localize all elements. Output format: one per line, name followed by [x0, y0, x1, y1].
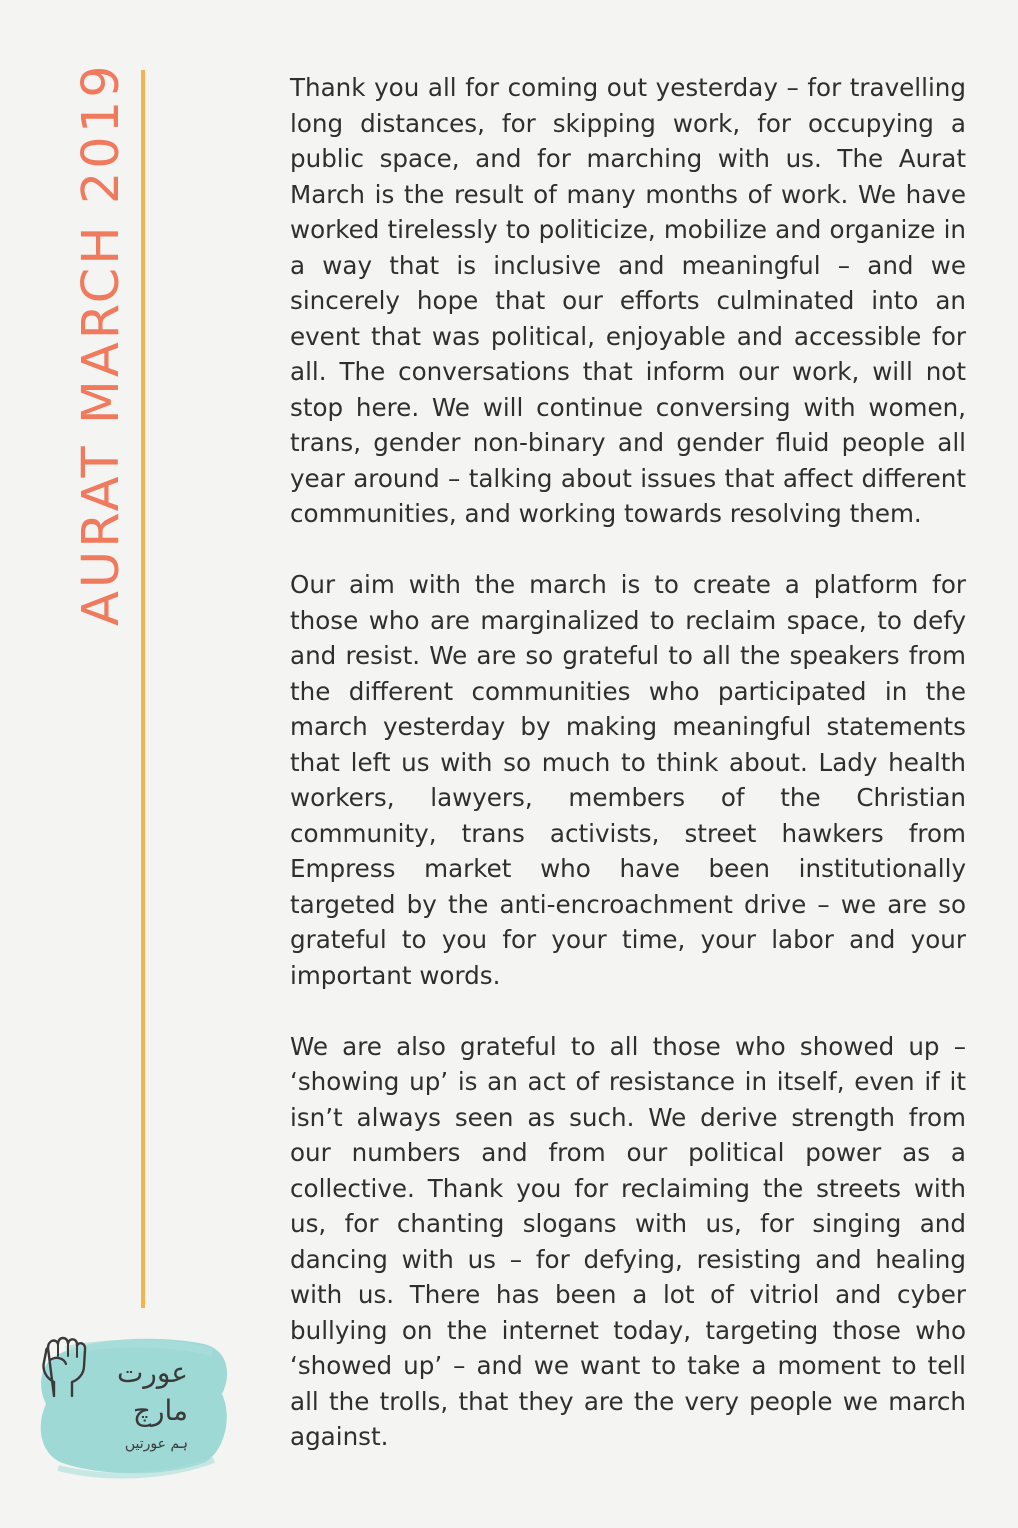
aurat-march-logo [36, 1330, 234, 1480]
page-title: AURAT MARCH 2019 [72, 62, 131, 626]
logo-text-march: مارچ [132, 1394, 188, 1427]
article-body [290, 70, 966, 1455]
paragraph-2: Our aim with the march is to create a platform for those who are marginalized to reclaim space, to defy and resist. We are so grateful to all the speakers from the different communities who participated in the march yesterday by making meaningful statements that left us with so much to think about. Lady health workers, lawyers, members of the Christian community, trans activists, street hawkers from Empress market who have been institutionally targeted by the anti-encroachment drive – we are so grateful to you for your time, your labor and your important words. [290, 570, 966, 990]
paragraph-3: We are also grateful to all those who showed up – ‘showing up’ is an act of resistance in itself, even if it isn’t always seen as such. We derive strength from our numbers and from our political power as a collective. Thank you for reclaiming the streets with us, for chanting slogans with us, for singing and dancing with us – for defying, resisting and healing with us. There has been a lot of vitriol and cyber bullying on the internet today, targeting those who ‘showed up’ – and we want to take a moment to tell all the trolls, that they are the very people we march against. [290, 1031, 966, 1451]
logo-text-aurat: عورت [116, 1356, 188, 1389]
vertical-divider [141, 70, 145, 1308]
raised-fist-icon [36, 1330, 90, 1398]
paragraph-1: Thank you all for coming out yesterday – for travelling long distances, for skipping work, for occupying a public space, and for marching with us. The Aurat March is the result of many months of work. We have worked tirelessly to politicize, mobilize and organize in a way that is inclusive and meaningful – and we sincerely hope that our efforts culminated into an event that was political, enjoyable and accessible for all. The conversations that inform our work, will not stop here. We will continue conversing with women, trans, gender non-binary and gender fluid people all year around – talking about issues that affect different communities, and working towards resolving them. [290, 73, 966, 528]
logo-tagline: ہم عورتیں [124, 1436, 188, 1452]
